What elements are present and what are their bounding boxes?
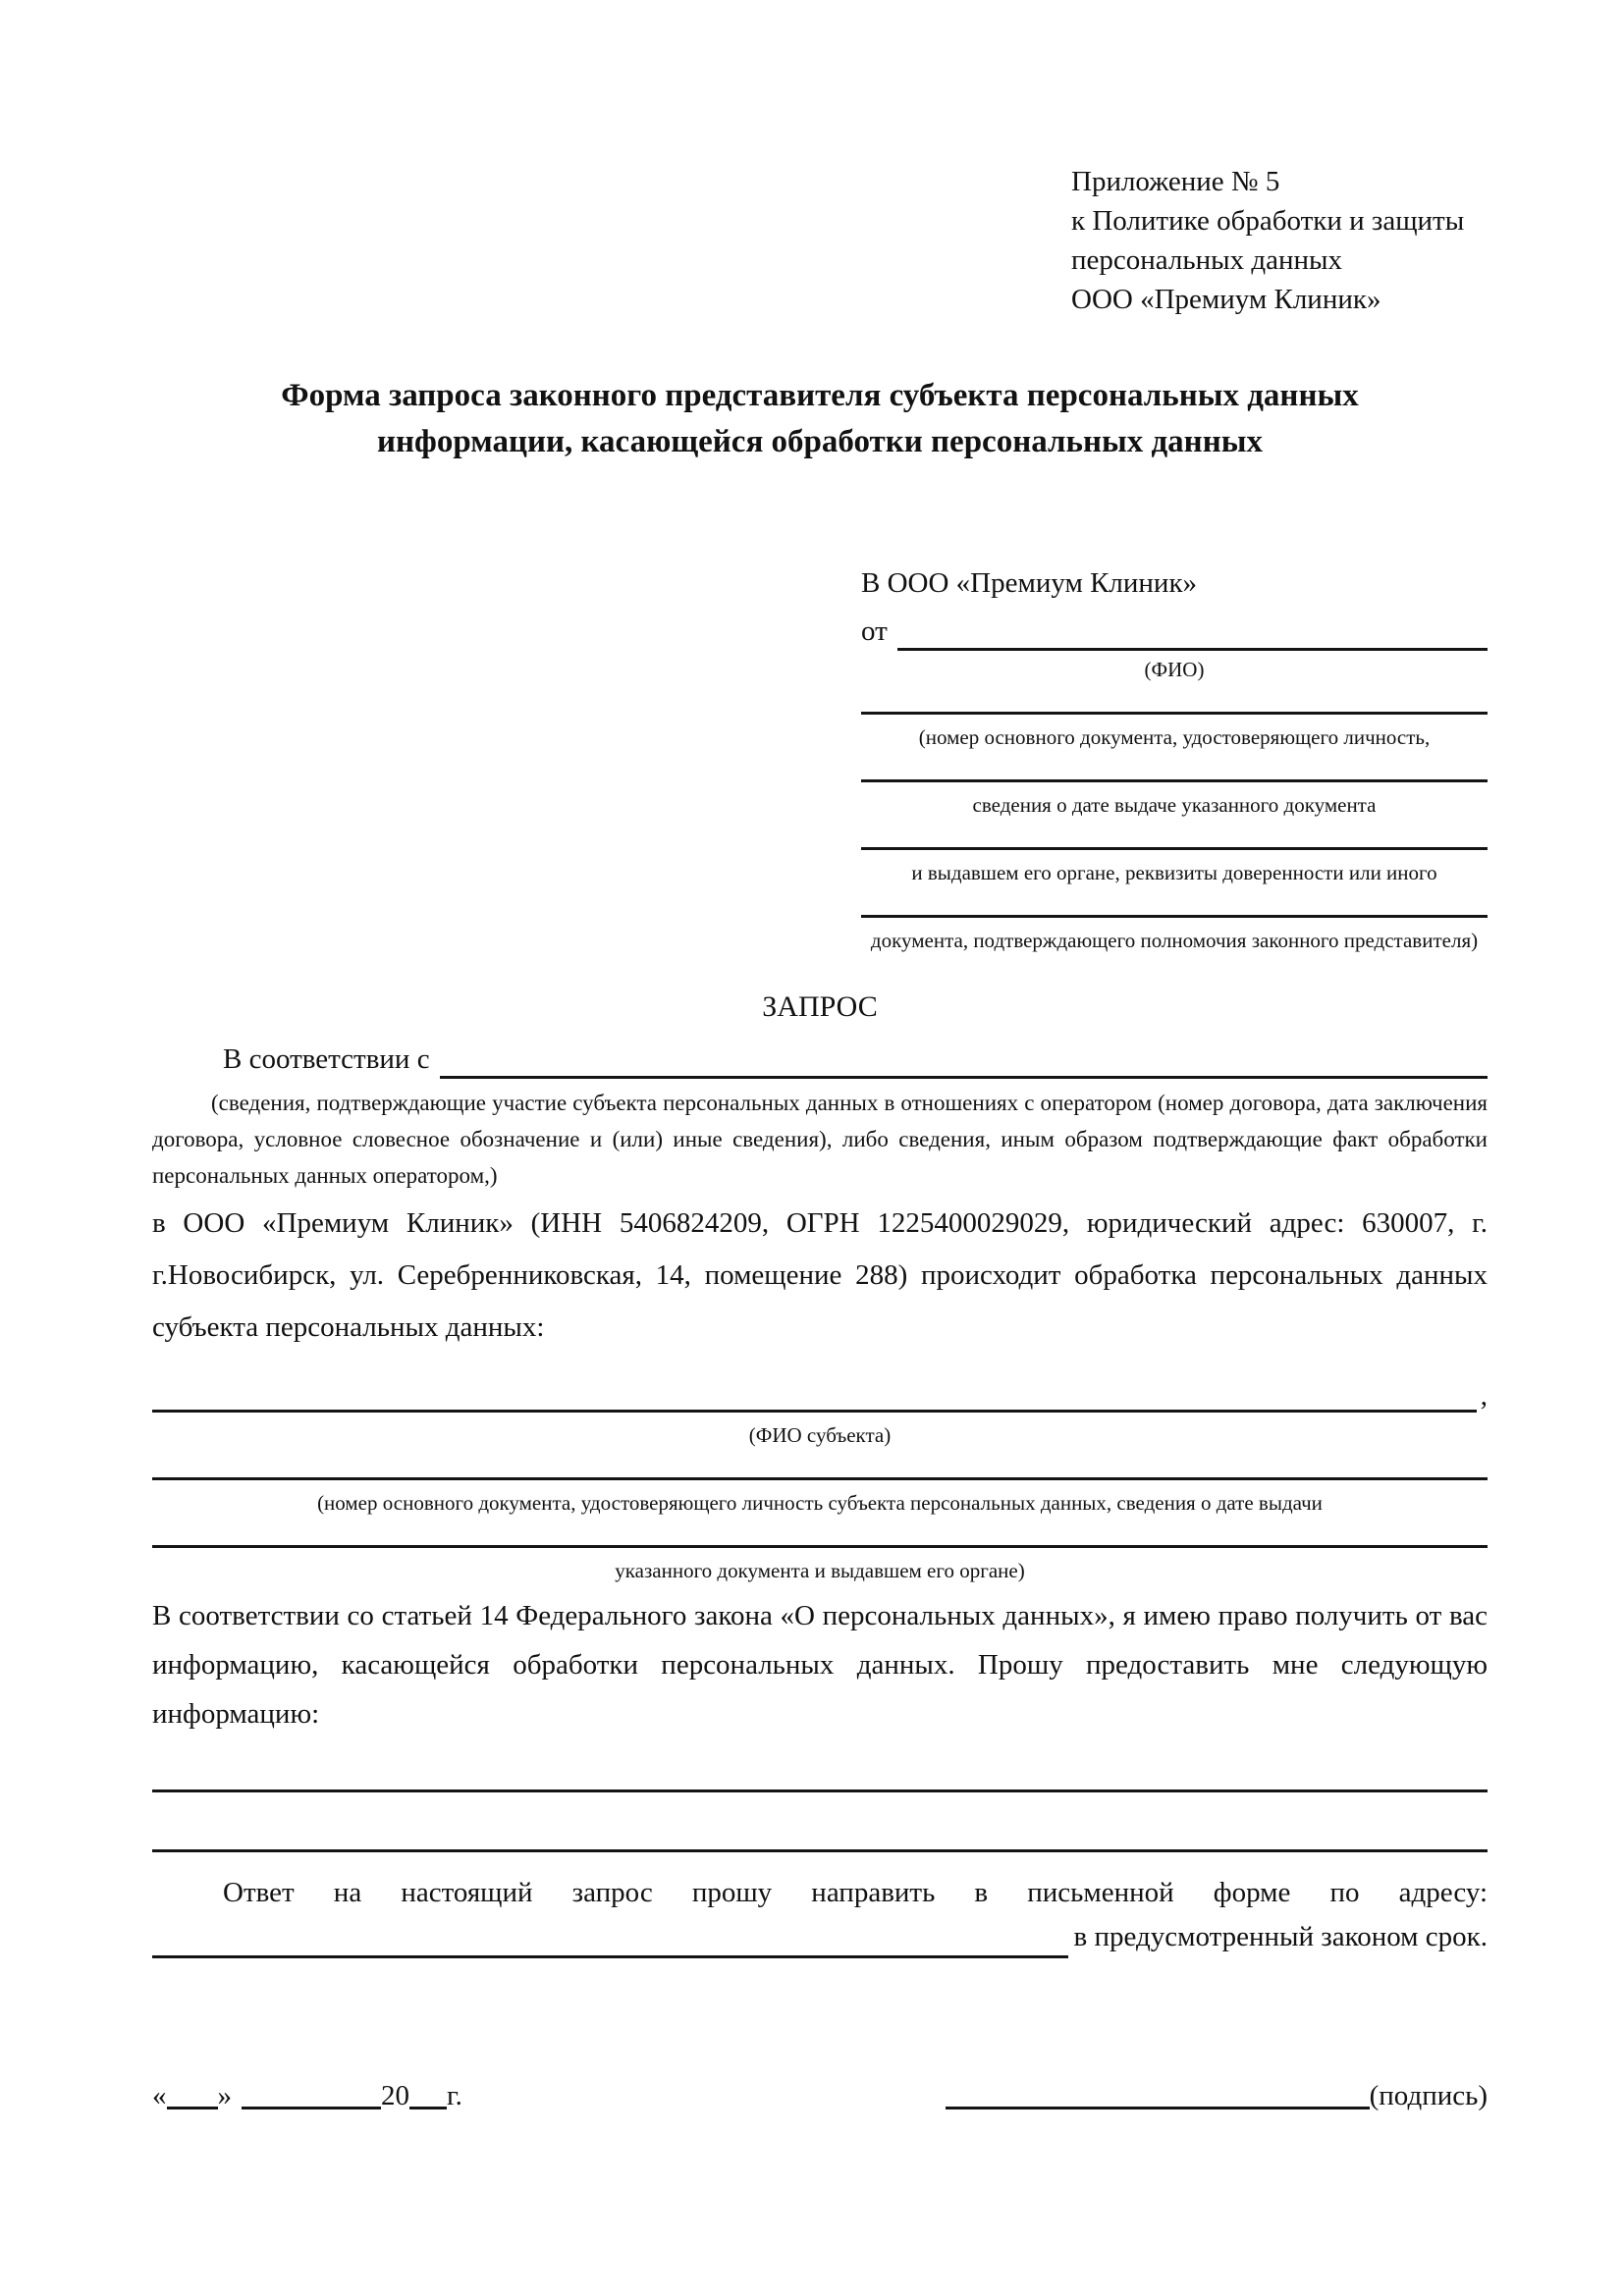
- requested-info-blank-line-2: [152, 1849, 1488, 1852]
- subject-fio-caption: (ФИО субъекта): [748, 1423, 892, 1447]
- date-open-quote: «: [152, 2080, 167, 2111]
- document-title: [152, 373, 1488, 465]
- requested-info-blank-line-1: [152, 1789, 1488, 1792]
- accordance-caption: (сведения, подтверждающие участие субъекта персональных данных в отношениях с оператором (номер договора, дата заключения договора, условное словесное обозначение и (или) иные сведения), либо сведения, иным образом подтверждающие факт обработки персональных данных оператором,): [152, 1091, 1488, 1188]
- subject-document-field-1: [152, 1477, 1488, 1516]
- fio-caption: (ФИО): [1144, 658, 1205, 681]
- appendix-line-3: персональных данных: [1071, 244, 1343, 276]
- representative-document-field-2: [861, 779, 1488, 818]
- representative-document-field-3: [861, 847, 1488, 885]
- answer-address-sentence: Ответ на настоящий запрос прошу направить в письменной форме по адресу:: [223, 1877, 1488, 1908]
- from-label: от: [861, 615, 888, 647]
- document-title-line-2: информации, касающейся обработки персональных данных: [377, 424, 1263, 459]
- appendix-line-1: Приложение № 5: [1071, 166, 1280, 197]
- date-day-blank-line: [167, 2081, 218, 2109]
- document-title-line-1: Форма запроса законного представителя субъекта персональных данных: [281, 378, 1359, 413]
- subject-document-caption-2: указанного документа и выдавшем его органе): [615, 1559, 1025, 1582]
- subject-document-caption-1: (номер основного документа, удостоверяющего личность субъекта персональных данных, сведения о дате выдачи: [317, 1491, 1323, 1515]
- subject-fio-row: [152, 1379, 1488, 1413]
- addressee-organization: В ООО «Премиум Клиник»: [861, 567, 1198, 599]
- signature-blank-line: [946, 2081, 1370, 2109]
- subject-fio-blank-line: [152, 1410, 1477, 1413]
- field-caption-1: (номер основного документа, удостоверяющего личность,: [918, 725, 1431, 749]
- from-row: [861, 613, 1488, 651]
- operator-paragraph: в ООО «Премиум Клиник» (ИНН 5406824209, ОГРН 1225400029029, юридический адрес: 630007, г. г.Новосибирск, ул. Серебренниковская, 14, помещение 288) происходит обработка персональных данных субъекта персональных данных:: [152, 1207, 1488, 1343]
- answer-address-row: [152, 1915, 1488, 1958]
- representative-fio-blank-line: [897, 648, 1488, 651]
- subject-document-field-2: [152, 1545, 1488, 1583]
- date-month-blank-line: [242, 2081, 381, 2109]
- date-close-quote: »: [217, 2080, 232, 2111]
- date-year-suffix: г.: [447, 2080, 462, 2111]
- field-caption-4: документа, подтверждающего полномочия законного представителя): [870, 929, 1479, 952]
- answer-term-label: в предусмотренный законом срок.: [1073, 1921, 1488, 1952]
- appendix-line-2: к Политике обработки и защиты: [1071, 205, 1465, 237]
- date-year-prefix: 20: [381, 2080, 409, 2111]
- answer-address-blank-line: [152, 1955, 1068, 1958]
- blank-line: [861, 847, 1488, 850]
- date-signature-row: [152, 2076, 1488, 2115]
- signature-caption: (подпись): [1369, 2080, 1488, 2111]
- subject-fio-comma: ,: [1480, 1380, 1488, 1412]
- appendix-block: [1071, 162, 1488, 319]
- date-year-blank-line: [409, 2081, 447, 2109]
- appendix-line-4: ООО «Премиум Клиник»: [1071, 284, 1381, 315]
- accordance-label: В соответствии с: [223, 1043, 430, 1075]
- signature-group: [946, 2076, 1488, 2115]
- blank-line: [861, 779, 1488, 782]
- blank-line: [861, 915, 1488, 918]
- law-paragraph: В соответствии со статьей 14 Федерального закона «О персональных данных», я имею право получить от вас информацию, касающейся обработки персональных данных. Прошу предоставить мне следующую информацию:: [152, 1600, 1488, 1730]
- blank-line: [152, 1477, 1488, 1480]
- representative-document-field-4: [861, 915, 1488, 953]
- accordance-blank-line: [440, 1076, 1488, 1079]
- addressee-block: [861, 563, 1488, 953]
- blank-line: [861, 712, 1488, 715]
- request-heading: ЗАПРОС: [762, 990, 878, 1023]
- field-caption-3: и выдавшем его органе, реквизиты доверенности или иного: [911, 861, 1437, 884]
- representative-document-field-1: [861, 712, 1488, 750]
- blank-line: [152, 1545, 1488, 1548]
- date-group: [152, 2076, 462, 2115]
- field-caption-2: сведения о дате выдаче указанного документа: [972, 793, 1377, 817]
- accordance-row: [152, 1040, 1488, 1079]
